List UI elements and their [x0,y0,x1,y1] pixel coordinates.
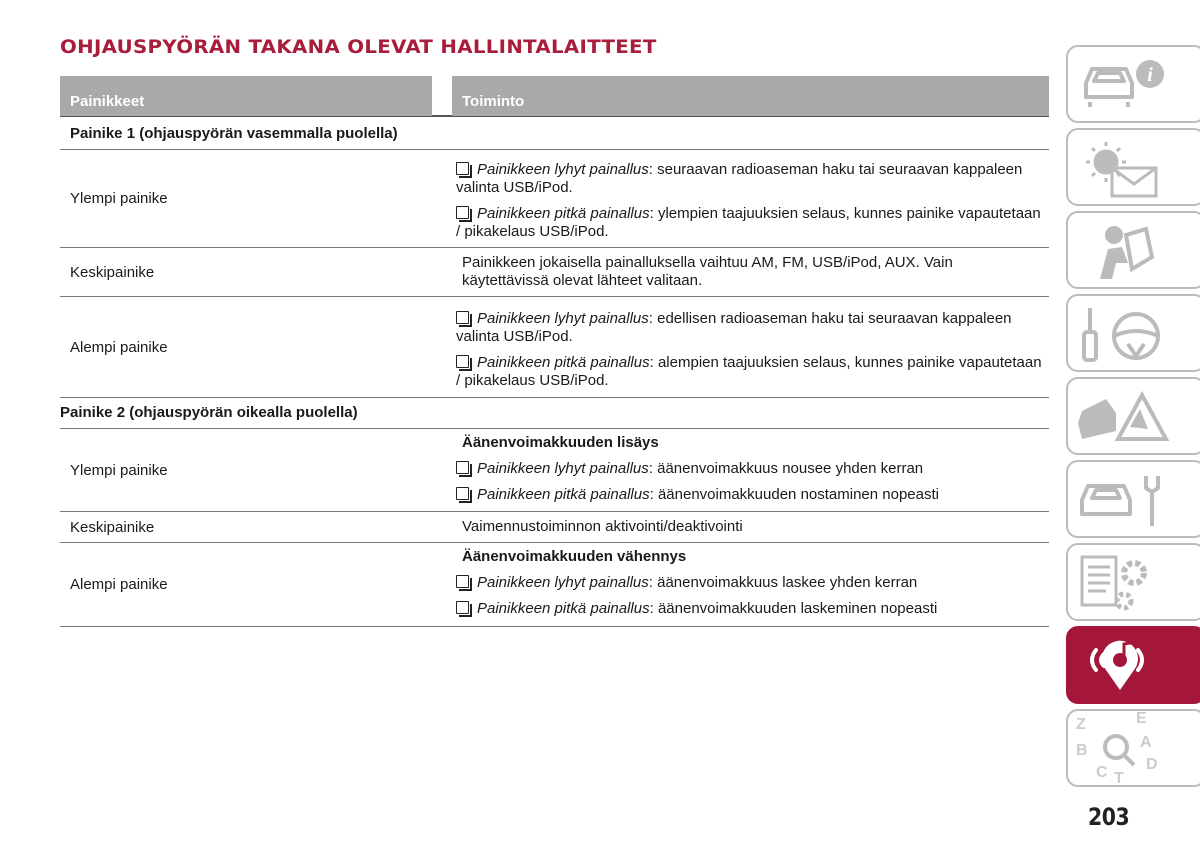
alphabetical-index-search-icon [1068,711,1200,789]
section-title: Painike 1 (ohjauspyörän vasemmalla puolella) [70,125,398,142]
row-function: Äänenvoimakkuuden vähennys Painikkeen lyhyt painallus: äänenvoimakkuus laskee yhden kerran Painikkeen pitkä painallus: äänenvoimakkuuden laskeminen nopeasti [456,548,1046,618]
header-buttons: Painikkeet [60,76,432,116]
car-accident-warning-icon [1068,379,1200,457]
tab-emergency[interactable] [1066,377,1200,455]
svg-text:Z: Z [1076,716,1086,733]
svg-text:B: B [1076,742,1088,759]
table-header [60,76,1049,117]
row-heading: Äänenvoimakkuuden vähennys [462,548,687,565]
svg-text:A: A [1140,734,1152,751]
tab-service[interactable] [1066,460,1200,538]
section-title: Painike 2 (ohjauspyörän oikealla puolella) [60,404,358,421]
car-service-wrench-icon [1068,462,1200,540]
page-title: OHJAUSPYÖRÄN TAKANA OLEVAT HALLINTALAITTEET [60,36,657,58]
table-row [60,512,1049,543]
bullet-icon [456,601,469,614]
controls-table [60,76,1049,627]
technical-data-gear-icon [1068,545,1200,623]
tab-starting-driving[interactable] [1066,294,1200,372]
bullet-icon [456,311,469,324]
table-row [60,543,1049,627]
row-function: Äänenvoimakkuuden lisäys Painikkeen lyhyt painallus: äänenvoimakkuus nousee yhden kerran Painikkeen pitkä painallus: äänenvoimakkuuden nostaminen nopeasti [456,434,1046,504]
tab-index[interactable] [1066,709,1200,787]
table-row [60,429,1049,512]
svg-text:E: E [1136,711,1147,727]
multimedia-music-icon [1068,628,1200,706]
svg-text:i: i [1147,64,1153,86]
row-label: Keskipainike [70,519,155,536]
tab-safety[interactable] [1066,211,1200,289]
bullet-icon [456,355,469,368]
row-function: Painikkeen lyhyt painallus: seuraavan radioaseman haku tai seuraavan kappaleen valinta USB/iPod. Painikkeen pitkä painallus: ylempien taajuuksien selaus, kunnes painike vapautetaan / pikakelaus USB/iPod. [456,161,1041,240]
table-row [60,297,1049,398]
row-function: Painikkeen lyhyt painallus: edellisen radioaseman haku tai seuraavan kappaleen valinta USB/iPod. Painikkeen pitkä painallus: alempien taajuuksien selaus, kunnes painike vapautetaan / pikakelaus USB/iPod. [456,310,1042,389]
seat-airbag-icon [1068,213,1200,291]
svg-text:T: T [1114,770,1124,787]
page-number: 203 [1088,803,1130,831]
header-function: Toiminto [452,76,1049,116]
table-row [60,248,1049,297]
tab-car-info[interactable] [1066,45,1200,123]
bullet-icon [456,461,469,474]
tab-technical-data[interactable] [1066,543,1200,621]
row-label: Keskipainike [70,264,155,281]
warning-lights-message-icon [1068,130,1200,208]
section-row [60,398,1049,429]
bullet-icon [456,487,469,500]
row-heading: Äänenvoimakkuuden lisäys [462,434,659,451]
car-info-icon [1068,47,1200,125]
bullet-icon [456,206,469,219]
bullet-icon [456,162,469,175]
key-steering-wheel-icon [1068,296,1200,374]
svg-text:D: D [1146,756,1158,773]
tab-multimedia[interactable] [1066,626,1200,704]
table-row [60,150,1049,248]
row-function: Vaimennustoiminnon aktivointi/deaktivointi [462,518,743,535]
row-label: Alempi painike [70,576,168,593]
row-label: Ylempi painike [70,190,168,207]
svg-text:C: C [1096,764,1108,781]
bullet-icon [456,575,469,588]
tab-warning-lights[interactable] [1066,128,1200,206]
row-function: Painikkeen jokaisella painalluksella vaihtuu AM, FM, USB/iPod, AUX. Vain käytettävissä olevat lähteet valitaan. [462,254,953,289]
row-label: Alempi painike [70,339,168,356]
section-row [60,117,1049,150]
row-label: Ylempi painike [70,462,168,479]
